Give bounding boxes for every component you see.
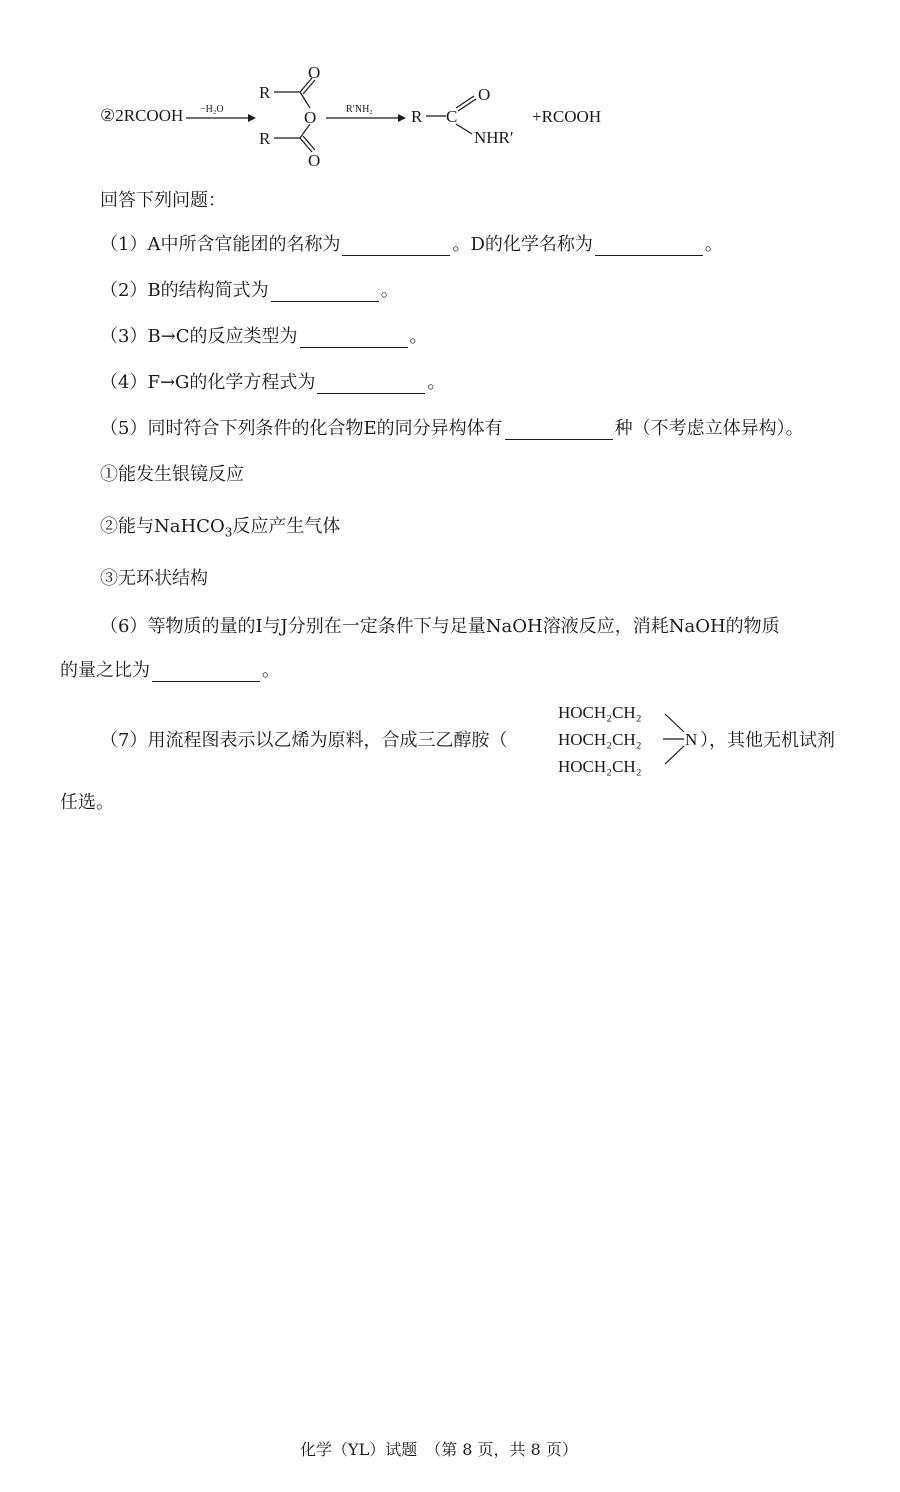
reaction-label: ②2RCOOH [100, 106, 184, 125]
q6-text-b: 。 [262, 660, 280, 681]
q5-blank[interactable] [505, 421, 613, 440]
reaction-arrow-1 [186, 114, 256, 122]
amide-n: NHR′ [474, 128, 514, 147]
question-5 [100, 418, 804, 440]
amide-o: O [478, 85, 491, 104]
q4-blank[interactable] [317, 375, 425, 394]
question-2 [100, 280, 399, 302]
question-7-text-a: （7）用流程图表示以乙烯为原料，合成三乙醇胺（ [100, 730, 508, 751]
q4-text-a: （4）F→G的化学方程式为 [100, 372, 316, 393]
q6-text-a: 的量之比为 [60, 660, 150, 681]
q2-blank[interactable] [271, 283, 379, 302]
anhydride-o-top: O [308, 63, 321, 82]
arrow-2-reagent: R′NH₂ [346, 104, 373, 115]
tea-nitrogen: N [685, 730, 698, 749]
arrow-1-reagent: −H₂O [200, 104, 224, 115]
reaction-scheme [0, 0, 900, 180]
amide-r: R [411, 107, 423, 126]
byproduct: +RCOOH [532, 107, 602, 126]
cond2-text-b: 反应产生气体 [232, 516, 341, 537]
q3-text-b: 。 [409, 326, 428, 347]
q1-blank-b[interactable] [595, 237, 703, 256]
tea-arm-3: HOCH₂CH₂ [558, 757, 642, 776]
tea-arm-1: HOCH₂CH₂ [558, 703, 642, 722]
question-7-text-b: ），其他无机试剂 [700, 730, 835, 751]
condition-3: ③无环状结构 [100, 568, 208, 589]
page-footer: 化学（YL）试题 （第 8 页，共 8 页） [300, 1440, 578, 1459]
anhydride-r-top: R [259, 83, 271, 102]
cond2-text-a: ②能与NaHCO [100, 516, 225, 537]
q1-text-a: （1）A中所含官能团的名称为 [100, 234, 341, 255]
condition-2 [100, 516, 340, 544]
reaction-arrow-2 [326, 114, 406, 122]
q5-text-a: （5）同时符合下列条件的化合物E的同分异构体有 [100, 418, 503, 439]
question-4 [100, 372, 445, 394]
q1-text-b: 。D的化学名称为 [452, 234, 593, 255]
question-7-line-2: 任选。 [60, 792, 114, 813]
intro-text: 回答下列问题： [100, 190, 226, 211]
question-6-line-1: （6）等物质的量的I与J分别在一定条件下与足量NaOH溶液反应，消耗NaOH的物质 [100, 616, 780, 637]
anhydride-o-bottom: O [308, 151, 321, 170]
q3-text-a: （3）B→C的反应类型为 [100, 326, 298, 347]
cond2-subscript: 3 [224, 525, 233, 540]
tea-arm-2: HOCH₂CH₂ [558, 730, 642, 749]
q1-text-c: 。 [704, 234, 723, 255]
q6-blank[interactable] [152, 663, 260, 682]
anhydride-r-bottom: R [259, 129, 271, 148]
condition-1: ①能发生银镜反应 [100, 464, 244, 485]
q4-text-b: 。 [427, 372, 446, 393]
anhydride-o-mid: O [304, 108, 317, 127]
q2-text-b: 。 [380, 280, 399, 301]
question-6-line-2 [60, 660, 280, 682]
q1-blank-a[interactable] [342, 237, 450, 256]
tea-bonds [663, 714, 684, 764]
q5-text-b: 种（不考虑立体异构）。 [614, 418, 804, 439]
question-3 [100, 326, 428, 348]
amide-c: C [446, 107, 458, 126]
question-1 [100, 234, 723, 256]
q2-text-a: （2）B的结构简式为 [100, 280, 269, 301]
q3-blank[interactable] [300, 329, 408, 348]
